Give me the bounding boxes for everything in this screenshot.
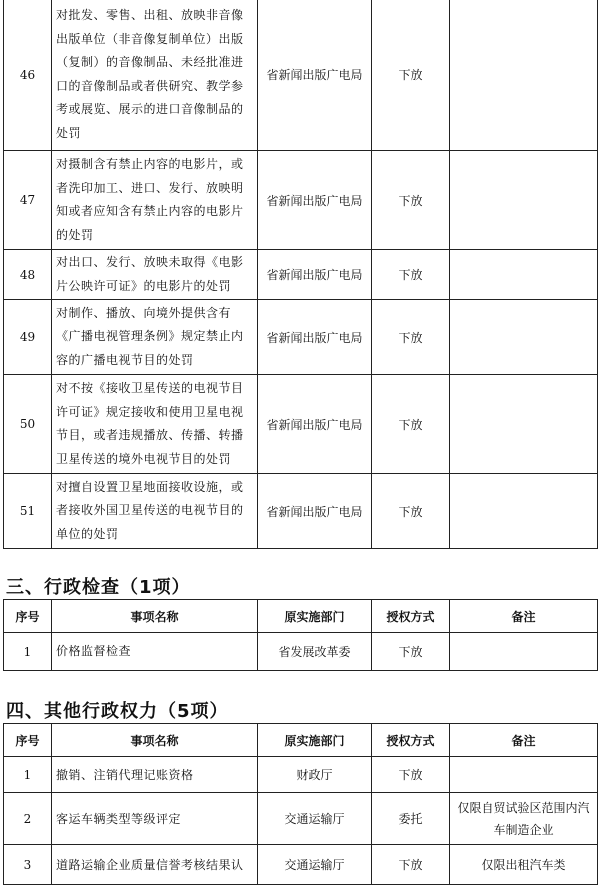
item-name: 对出口、发行、放映未取得《电影片公映许可证》的电影片的处罚 (52, 250, 258, 300)
remark: 仅限自贸试验区范围内汽车制造企业 (450, 793, 598, 845)
row-number: 49 (4, 300, 52, 375)
table-row (4, 250, 598, 300)
remark: 仅限出租汽车类 (450, 845, 598, 885)
remark (450, 151, 598, 250)
header-authorization-mode: 授权方式 (372, 600, 450, 633)
authorization-mode: 下放 (372, 757, 450, 793)
header-department: 原实施部门 (258, 600, 372, 633)
table-row (4, 0, 598, 151)
table-row (4, 300, 598, 375)
table-row (4, 633, 598, 671)
row-number: 3 (4, 845, 52, 885)
row-number: 48 (4, 250, 52, 300)
header-number: 序号 (4, 600, 52, 633)
authorization-mode: 下放 (372, 633, 450, 671)
header-department: 原实施部门 (258, 724, 372, 757)
other-administrative-powers-table (3, 723, 598, 885)
authorization-mode: 下放 (372, 300, 450, 375)
enforcement-table-continued (3, 0, 598, 549)
authorization-mode: 下放 (372, 845, 450, 885)
table-header-row (4, 600, 598, 633)
department: 省新闻出版广电局 (258, 375, 372, 474)
item-name: 对不按《接收卫星传送的电视节目许可证》规定接收和使用卫星电视节目，或者违规播放、传播、转播卫星传送的境外电视节目的处罚 (52, 375, 258, 474)
header-number: 序号 (4, 724, 52, 757)
item-name: 道路运输企业质量信誉考核结果认 (52, 845, 258, 885)
row-number: 47 (4, 151, 52, 250)
authorization-mode: 下放 (372, 151, 450, 250)
department: 省新闻出版广电局 (258, 151, 372, 250)
table-row (4, 793, 598, 845)
header-remark: 备注 (450, 724, 598, 757)
item-name: 价格监督检查 (52, 633, 258, 671)
authorization-mode: 下放 (372, 375, 450, 474)
authorization-mode: 下放 (372, 0, 450, 151)
department: 省发展改革委 (258, 633, 372, 671)
header-item-name: 事项名称 (52, 600, 258, 633)
item-name: 对制作、播放、向境外提供含有《广播电视管理条例》规定禁止内容的广播电视节目的处罚 (52, 300, 258, 375)
department: 省新闻出版广电局 (258, 0, 372, 151)
item-name: 客运车辆类型等级评定 (52, 793, 258, 845)
item-name: 对批发、零售、出租、放映非音像出版单位（非音像复制单位）出版（复制）的音像制品、未经批准进口的音像制品或者供研究、教学参考或展览、展示的进口音像制品的处罚 (52, 0, 258, 151)
authorization-mode: 下放 (372, 474, 450, 549)
header-item-name: 事项名称 (52, 724, 258, 757)
authorization-mode: 委托 (372, 793, 450, 845)
section-heading-administrative-inspection: 三、行政检查（1项） (6, 577, 191, 598)
table-header-row (4, 724, 598, 757)
header-authorization-mode: 授权方式 (372, 724, 450, 757)
row-number: 1 (4, 757, 52, 793)
authorization-mode: 下放 (372, 250, 450, 300)
administrative-inspection-table (3, 599, 598, 671)
remark (450, 633, 598, 671)
remark (450, 250, 598, 300)
table-row (4, 375, 598, 474)
table-row (4, 757, 598, 793)
section-heading-other-administrative-powers: 四、其他行政权力（5项） (6, 701, 229, 722)
remark (450, 474, 598, 549)
header-remark: 备注 (450, 600, 598, 633)
item-name: 对擅自设置卫星地面接收设施，或者接收外国卫星传送的电视节目的单位的处罚 (52, 474, 258, 549)
remark (450, 375, 598, 474)
item-name: 撤销、注销代理记账资格 (52, 757, 258, 793)
remark (450, 300, 598, 375)
department: 省新闻出版广电局 (258, 474, 372, 549)
row-number: 2 (4, 793, 52, 845)
department: 省新闻出版广电局 (258, 300, 372, 375)
table-row (4, 474, 598, 549)
item-name: 对摄制含有禁止内容的电影片，或者洗印加工、进口、发行、放映明知或者应知含有禁止内容的电影片的处罚 (52, 151, 258, 250)
table-row (4, 151, 598, 250)
table-row (4, 845, 598, 885)
department: 财政厅 (258, 757, 372, 793)
row-number: 51 (4, 474, 52, 549)
row-number: 1 (4, 633, 52, 671)
row-number: 50 (4, 375, 52, 474)
remark (450, 0, 598, 151)
department: 交通运输厅 (258, 793, 372, 845)
department: 省新闻出版广电局 (258, 250, 372, 300)
remark (450, 757, 598, 793)
row-number: 46 (4, 0, 52, 151)
department: 交通运输厅 (258, 845, 372, 885)
